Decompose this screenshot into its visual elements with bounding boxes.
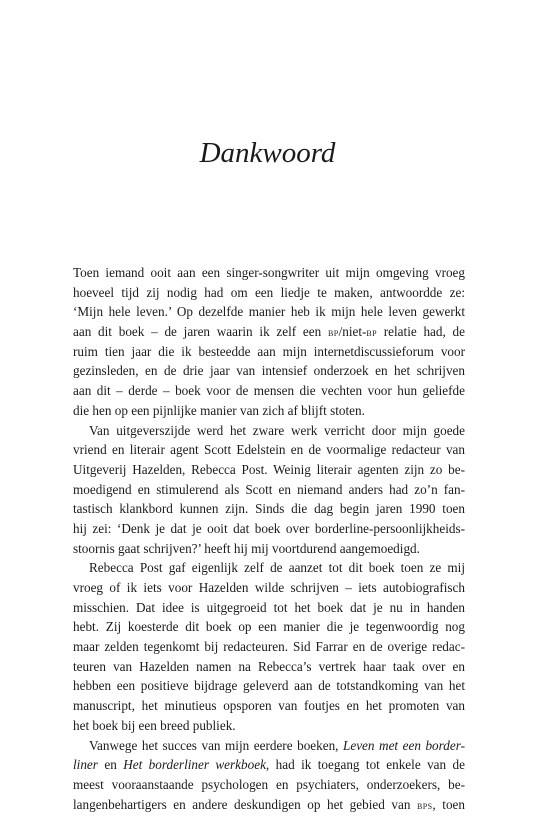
text-line: gezinsleden, en de drie jaar van intensief onderzoek en het schrijven [73, 363, 465, 379]
text-fragment: langenbehartigers en andere deskundigen op het gebied van [73, 796, 411, 812]
text-line: aan dit – derde – boek voor de mensen die vechten voor hun geliefde [73, 383, 465, 399]
text-line: hij zei: ‘Denk je dat je ooit dat boek over borderline-persoonlijkheids- [73, 520, 465, 536]
text-line: hebben een positieve bijdrage geleverd aan de totstandkoming van het [73, 678, 465, 694]
abbreviation: bp [327, 325, 339, 340]
text-line [73, 322, 465, 342]
text-line: ruim tien jaar die ik besteedde aan mijn internetdiscussieforum voor [73, 343, 465, 359]
text-fragment: aan dit boek – de jaren waarin ik zelf een [73, 324, 328, 340]
text-line: hoeveel tijd zij nodig had om een liedje te maken, antwoordde ze: [73, 284, 465, 300]
text-line: vriend en literair agent Scott Edelstein en de voormalige redacteur van [73, 442, 465, 458]
text-line: stoornis gaat schrijven?’ heeft hij mij voortdurend aangemoedigd. [73, 540, 420, 556]
abbreviation: bp [366, 325, 378, 340]
text-line: het boek bij een breed publiek. [73, 717, 236, 733]
text-line: die hen op een pijnlijke manier van zich af blijft stoten. [73, 402, 365, 418]
text-fragment: , had ik toegang tot enkele van de [265, 757, 465, 773]
text-fragment: Vanwege het succes van mijn eerdere boeken, [89, 737, 344, 753]
text-fragment: /niet- [338, 324, 367, 340]
text-line: Toen iemand ooit aan een singer-songwriter uit mijn omgeving vroeg [73, 265, 465, 280]
text-line: Van uitgeverszijde werd het zware werk verricht door mijn goede [89, 422, 465, 438]
abbreviation: bps [416, 797, 433, 812]
text-line: meest vooraanstaande psychologen en psychiaters, onderzoekers, be- [73, 776, 465, 792]
text-line: tastisch klankbord kunnen zijn. Sinds die dag begin jaren 1990 toen [73, 501, 465, 517]
text-line [73, 736, 465, 756]
text-line [73, 795, 465, 815]
text-line: ‘Mijn hele leven.’ Op dezelfde manier heb ik mijn hele leven gewerkt [73, 304, 465, 320]
text-line: maar zelden tegenkomt bij redacteuren. Sid Farrar en de overige redac- [73, 639, 465, 655]
text-line: hebt. Zij koesterde dit boek op een manier die je tegenwoordig nog [73, 619, 465, 635]
book-title: Leven met een border- [343, 737, 465, 753]
text-line: teuren van Hazelden namen na Rebecca’s vertrek haar taak over en [73, 658, 465, 674]
text-line [73, 755, 465, 775]
text-line: moedigend en stimulerend als Scott en niemand anders had zo’n fan- [73, 481, 465, 497]
text-line: vroeg of ik iets voor Hazelden wilde schrijven – iets autobiografisch [73, 580, 465, 595]
body-text [73, 263, 465, 814]
text-line: misschien. Dat idee is uitgegroeid tot het boek dat je nu in handen [73, 599, 465, 615]
chapter-title: Dankwoord [199, 137, 336, 169]
text-fragment: , toen [432, 796, 465, 812]
text-line: manuscript, het minutieus opsporen van foutjes en het promoten van [73, 698, 465, 714]
text-line: Rebecca Post gaf eigenlijk zelf de aanzet tot dit boek toen ze mij [89, 560, 465, 576]
text-fragment: en [97, 757, 124, 773]
text-fragment: relatie had, de [377, 324, 466, 340]
book-title: Het borderliner werkboek [123, 757, 266, 773]
text-line: Uitgeverij Hazelden, Rebecca Post. Weinig literair agenten zijn zo be- [73, 461, 465, 477]
book-title: liner [73, 757, 98, 773]
